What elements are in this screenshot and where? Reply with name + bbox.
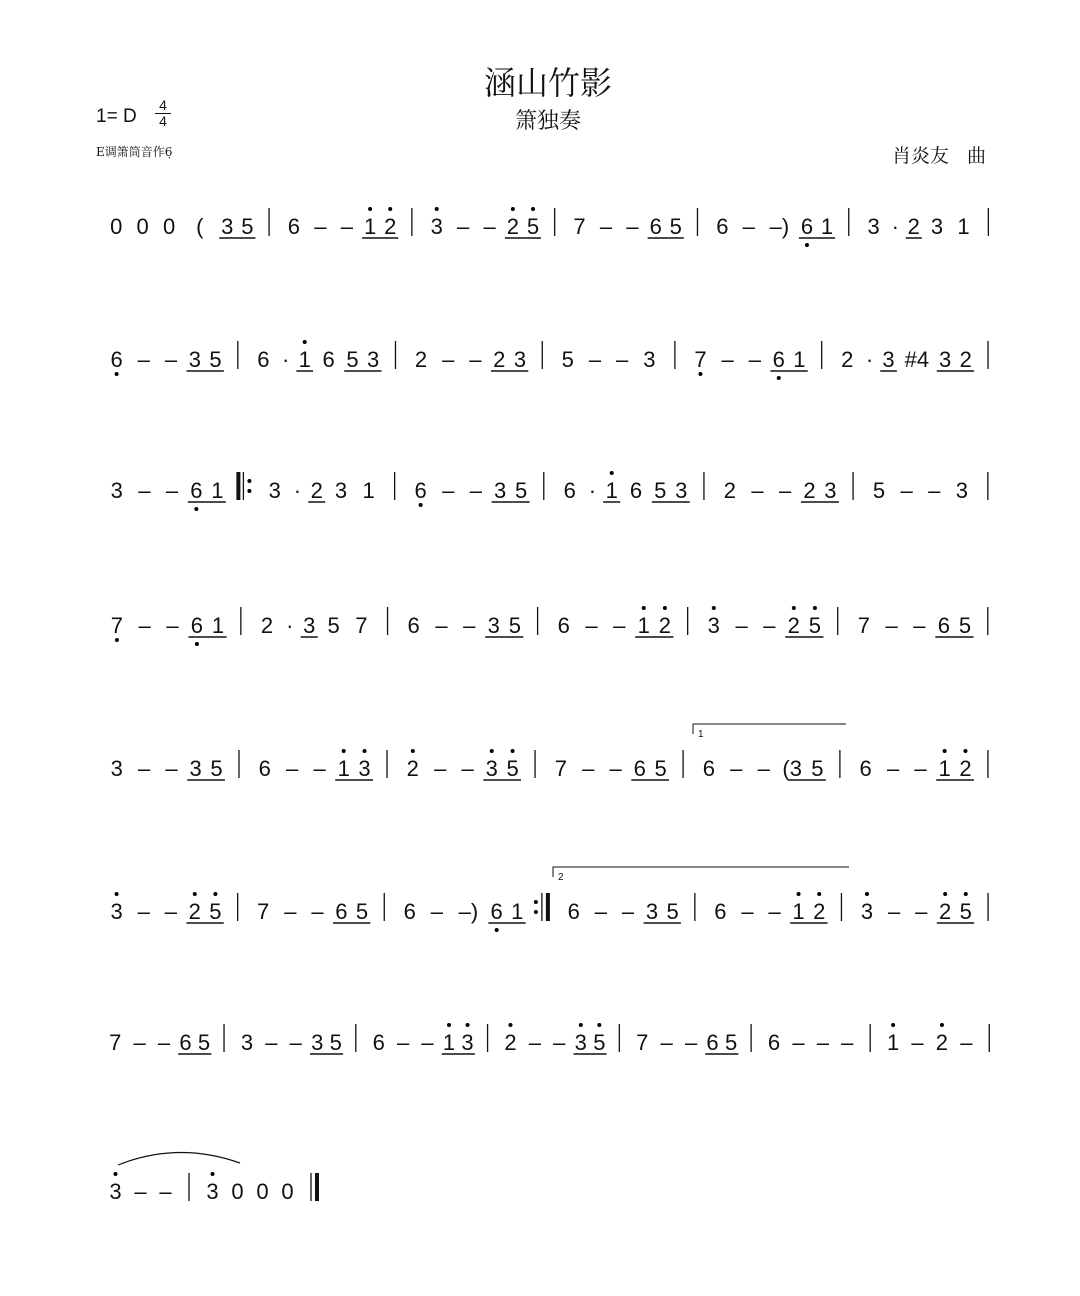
- note: 3: [645, 899, 659, 924]
- note: 6: [190, 613, 204, 638]
- repeat-start-thick: [236, 472, 240, 500]
- note: 1: [637, 613, 650, 638]
- note: 3: [461, 1030, 474, 1055]
- note: 6: [287, 214, 301, 239]
- note: –: [134, 1179, 147, 1204]
- note: 6: [403, 899, 416, 924]
- note: 1: [511, 899, 524, 924]
- volta-bracket: [553, 867, 849, 877]
- note: 6: [257, 347, 270, 372]
- octave-dot-low: [115, 372, 119, 376]
- note: 3: [485, 756, 498, 781]
- note: –: [960, 1030, 973, 1055]
- note: –): [458, 899, 479, 924]
- note: 5: [654, 756, 667, 781]
- note: 6: [706, 1030, 719, 1055]
- note: 3: [430, 214, 443, 239]
- note: 5: [724, 1030, 738, 1055]
- note: 6: [322, 347, 335, 372]
- note: 5: [327, 613, 340, 638]
- note: –: [435, 613, 448, 638]
- note: 3: [367, 347, 380, 372]
- note: –: [286, 756, 299, 781]
- note: 1: [362, 478, 375, 503]
- note: –: [751, 478, 764, 503]
- octave-dot-low: [419, 503, 423, 507]
- note: –: [594, 899, 608, 924]
- octave-dot-high: [891, 1023, 895, 1027]
- note: 1: [298, 347, 311, 372]
- note: 3: [221, 214, 234, 239]
- octave-dot-low: [194, 507, 198, 511]
- page-subtitle: 箫独奏: [514, 109, 581, 134]
- octave-dot-high: [490, 749, 494, 753]
- note: 2: [935, 1030, 949, 1055]
- note: 0: [136, 214, 149, 239]
- note: 3: [513, 347, 527, 372]
- note: #4: [904, 347, 930, 372]
- note: –: [900, 478, 913, 503]
- tie-arc: [118, 1152, 240, 1165]
- note: 3: [938, 347, 952, 372]
- note: –: [461, 756, 474, 781]
- octave-dot-high: [193, 892, 197, 896]
- note: –: [609, 756, 622, 781]
- note: 2: [907, 214, 920, 239]
- note: 5: [209, 347, 222, 372]
- note: 6: [767, 1030, 781, 1055]
- note: –: [885, 613, 898, 638]
- note: –: [165, 478, 179, 503]
- note: 3: [303, 613, 316, 638]
- note: –: [311, 899, 324, 924]
- octave-dot-high: [363, 749, 367, 753]
- note: 0: [110, 214, 123, 239]
- octave-dot-low: [698, 372, 702, 376]
- note: 3: [882, 347, 895, 372]
- note: 3: [110, 756, 123, 781]
- note: –: [911, 1030, 924, 1055]
- note: 7: [109, 1030, 122, 1055]
- note: 3: [334, 478, 348, 503]
- page-title: 涵山竹影: [483, 64, 612, 102]
- note: –: [430, 899, 444, 924]
- note: –: [434, 756, 447, 781]
- volta-number: 1: [698, 729, 704, 740]
- note: 5: [959, 899, 972, 924]
- note: 5: [209, 899, 222, 924]
- note: 2: [188, 899, 201, 924]
- note: –: [768, 899, 781, 924]
- note: 3: [824, 478, 837, 503]
- note: 6: [716, 214, 729, 239]
- note: 6: [563, 478, 576, 503]
- note: –: [137, 347, 150, 372]
- note: 2: [414, 347, 428, 372]
- repeat-dot: [247, 489, 251, 493]
- note: –: [463, 613, 476, 638]
- note: –: [792, 1030, 805, 1055]
- note: 5: [666, 899, 679, 924]
- note: –: [138, 478, 151, 503]
- note: 5: [811, 756, 824, 781]
- composer-credit: 肖炎友 曲: [892, 145, 987, 167]
- note: –: [582, 756, 595, 781]
- note: 7: [573, 214, 586, 239]
- octave-dot-high: [579, 1023, 583, 1027]
- note: –: [469, 347, 482, 372]
- note: –: [421, 1030, 434, 1055]
- note: 5: [526, 214, 540, 239]
- note: ·: [588, 478, 597, 503]
- note: 6: [490, 899, 503, 924]
- octave-dot-low: [495, 928, 499, 932]
- note: 6: [772, 347, 785, 372]
- note: –: [757, 756, 770, 781]
- note: 6: [714, 899, 727, 924]
- note: 3: [574, 1030, 587, 1055]
- octave-dot-high: [211, 1172, 215, 1176]
- note: –: [887, 899, 901, 924]
- note: 5: [958, 613, 972, 638]
- note: –: [528, 1030, 542, 1055]
- note: 2: [959, 347, 972, 372]
- note: 6: [633, 756, 646, 781]
- note: 1: [938, 756, 951, 781]
- note: –: [457, 214, 470, 239]
- octave-dot-high: [597, 1023, 601, 1027]
- note: 6: [567, 899, 580, 924]
- note: –: [730, 756, 743, 781]
- note: –: [165, 756, 178, 781]
- note: –: [442, 347, 455, 372]
- note: –: [913, 613, 926, 638]
- note: –): [769, 214, 790, 239]
- note: 0: [162, 214, 176, 239]
- note: 1: [605, 478, 618, 503]
- note: ·: [891, 214, 899, 239]
- octave-dot-high: [509, 1023, 513, 1027]
- note: –: [159, 1179, 172, 1204]
- note: –: [763, 613, 776, 638]
- octave-dot-high: [115, 892, 119, 896]
- note: 6: [937, 613, 950, 638]
- note: –: [721, 347, 734, 372]
- note: –: [613, 613, 626, 638]
- note: –: [684, 1030, 698, 1055]
- note: 5: [210, 756, 223, 781]
- note: 3: [189, 756, 202, 781]
- note: –: [660, 1030, 673, 1055]
- note: 2: [384, 214, 397, 239]
- note: 5: [514, 478, 528, 503]
- note: 2: [504, 1030, 517, 1055]
- note: 5: [346, 347, 359, 372]
- note: 2: [841, 347, 854, 372]
- note: 5: [561, 347, 574, 372]
- note: (: [196, 214, 204, 239]
- octave-dot-high: [964, 892, 968, 896]
- octave-dot-high: [511, 749, 515, 753]
- note: 0: [256, 1179, 269, 1204]
- note: 5: [506, 756, 519, 781]
- octave-dot-high: [663, 606, 667, 610]
- note: 5: [355, 899, 369, 924]
- note: 2: [959, 756, 972, 781]
- note: –: [626, 214, 639, 239]
- note: 3: [188, 347, 201, 372]
- note: 6: [649, 214, 662, 239]
- note: 3: [268, 478, 281, 503]
- octave-dot-high: [943, 749, 947, 753]
- note: 3: [206, 1179, 219, 1204]
- octave-dot-high: [388, 207, 392, 211]
- note: 6: [407, 613, 420, 638]
- octave-dot-high: [797, 892, 801, 896]
- note: –: [164, 899, 177, 924]
- note: –: [157, 1030, 171, 1055]
- note: 6: [335, 899, 348, 924]
- octave-dot-high: [940, 1023, 944, 1027]
- note: 3: [358, 756, 371, 781]
- octave-dot-high: [813, 606, 817, 610]
- octave-dot-high: [610, 471, 614, 475]
- octave-dot-high: [792, 606, 796, 610]
- note: –: [137, 756, 151, 781]
- octave-dot-high: [943, 892, 947, 896]
- note: –: [284, 899, 297, 924]
- note: 1: [957, 214, 970, 239]
- octave-dot-low: [805, 243, 809, 247]
- note: 2: [939, 899, 952, 924]
- note: 5: [593, 1030, 606, 1055]
- note: 5: [669, 214, 682, 239]
- note: 1: [886, 1030, 900, 1055]
- note: 7: [110, 613, 124, 638]
- repeat-end-thick: [546, 893, 550, 921]
- time-signature-bottom: 4: [159, 113, 167, 129]
- octave-dot-low: [195, 642, 199, 646]
- note: –: [735, 613, 748, 638]
- note: 3: [707, 613, 720, 638]
- note: 2: [260, 613, 274, 638]
- note: 3: [955, 478, 969, 503]
- note: 6: [859, 756, 872, 781]
- note: –: [886, 756, 900, 781]
- note: 6: [629, 478, 643, 503]
- note: 2: [803, 478, 816, 503]
- note: 5: [872, 478, 886, 503]
- note: 3: [675, 478, 688, 503]
- note: –: [915, 899, 928, 924]
- note: –: [133, 1030, 146, 1055]
- octave-dot-high: [963, 749, 967, 753]
- note: 2: [310, 478, 323, 503]
- note: –: [340, 214, 353, 239]
- note: 6: [179, 1030, 192, 1055]
- note: 1: [793, 347, 806, 372]
- note: 1: [820, 214, 834, 239]
- note: 7: [554, 756, 567, 781]
- note: 2: [787, 613, 800, 638]
- octave-dot-high: [642, 606, 646, 610]
- note: 5: [508, 613, 521, 638]
- note: 0: [281, 1179, 294, 1204]
- note: 3: [311, 1030, 324, 1055]
- note: 6: [258, 756, 271, 781]
- octave-dot-high: [447, 1023, 451, 1027]
- note: 7: [636, 1030, 649, 1055]
- volta-number: 2: [558, 872, 564, 883]
- note: 2: [723, 478, 737, 503]
- note: 6: [800, 214, 814, 239]
- note: 6: [557, 613, 570, 638]
- note: 3: [494, 478, 507, 503]
- octave-dot-high: [712, 606, 716, 610]
- octave-dot-high: [411, 749, 415, 753]
- note: 5: [654, 478, 667, 503]
- note: –: [616, 347, 629, 372]
- note: –: [841, 1030, 854, 1055]
- note: 1: [211, 478, 224, 503]
- note: 3: [867, 214, 880, 239]
- note: ·: [865, 347, 874, 372]
- note: –: [442, 478, 455, 503]
- note: –: [742, 214, 755, 239]
- note: –: [166, 613, 179, 638]
- octave-dot-high: [114, 1172, 118, 1176]
- note: –: [469, 478, 482, 503]
- note: 6: [190, 478, 203, 503]
- octave-dot-high: [511, 207, 515, 211]
- note: 3: [643, 347, 656, 372]
- note: –: [313, 756, 326, 781]
- note: 7: [355, 613, 368, 638]
- note: 5: [329, 1030, 342, 1055]
- note: 3: [240, 1030, 254, 1055]
- octave-dot-high: [865, 892, 869, 896]
- note: 6: [414, 478, 427, 503]
- note: –: [483, 214, 496, 239]
- note: 5: [808, 613, 822, 638]
- note: 0: [231, 1179, 244, 1204]
- note: 7: [694, 347, 707, 372]
- octave-dot-high: [817, 892, 821, 896]
- octave-dot-high: [435, 207, 439, 211]
- note: 3: [110, 478, 123, 503]
- note: 2: [813, 899, 826, 924]
- note: –: [588, 347, 602, 372]
- note: ·: [293, 478, 302, 503]
- note: –: [138, 613, 151, 638]
- time-signature-top: 4: [159, 97, 167, 113]
- note: 2: [406, 756, 419, 781]
- octave-dot-high: [303, 340, 307, 344]
- note: –: [289, 1030, 302, 1055]
- note: –: [585, 613, 598, 638]
- note: 1: [442, 1030, 456, 1055]
- note: –: [741, 899, 754, 924]
- note: ·: [281, 347, 290, 372]
- note: 6: [702, 756, 715, 781]
- note: 6: [372, 1030, 385, 1055]
- octave-dot-low: [777, 376, 781, 380]
- note: –: [914, 756, 927, 781]
- note: 6: [110, 347, 123, 372]
- note: ·: [286, 613, 294, 638]
- repeat-dot: [534, 910, 538, 914]
- barline-final-thick: [315, 1173, 319, 1201]
- note: –: [928, 478, 941, 503]
- note: –: [397, 1030, 410, 1055]
- note: 7: [857, 613, 870, 638]
- octave-dot-low: [115, 638, 119, 642]
- volta-bracket: [693, 724, 846, 734]
- octave-dot-high: [342, 749, 346, 753]
- note: 1: [792, 899, 805, 924]
- note: 3: [860, 899, 874, 924]
- note: –: [748, 347, 761, 372]
- note: 3: [109, 1179, 122, 1204]
- note: 5: [241, 214, 254, 239]
- repeat-dot: [534, 900, 538, 904]
- octave-dot-high: [531, 207, 535, 211]
- note: 7: [257, 899, 270, 924]
- note: 2: [658, 613, 672, 638]
- fingering-note: E调箫筒音作6̣: [96, 145, 173, 159]
- note: –: [599, 214, 613, 239]
- octave-dot-high: [466, 1023, 470, 1027]
- note: 3: [487, 613, 500, 638]
- octave-dot-high: [368, 207, 372, 211]
- note: 3: [110, 899, 123, 924]
- note: 3: [930, 214, 944, 239]
- note: 1: [363, 214, 377, 239]
- note: 5: [197, 1030, 211, 1055]
- note: –: [314, 214, 327, 239]
- note: –: [553, 1030, 566, 1055]
- note: –: [137, 899, 150, 924]
- key-signature: 1= D: [96, 106, 137, 127]
- note: –: [265, 1030, 278, 1055]
- note: 1: [337, 756, 350, 781]
- note: –: [621, 899, 635, 924]
- note: –: [779, 478, 792, 503]
- octave-dot-high: [213, 892, 217, 896]
- note: 1: [211, 613, 225, 638]
- note: 2: [493, 347, 506, 372]
- note: 2: [506, 214, 520, 239]
- note: –: [164, 347, 178, 372]
- repeat-dot: [247, 479, 251, 483]
- note: –: [816, 1030, 829, 1055]
- note: (3: [782, 756, 802, 781]
